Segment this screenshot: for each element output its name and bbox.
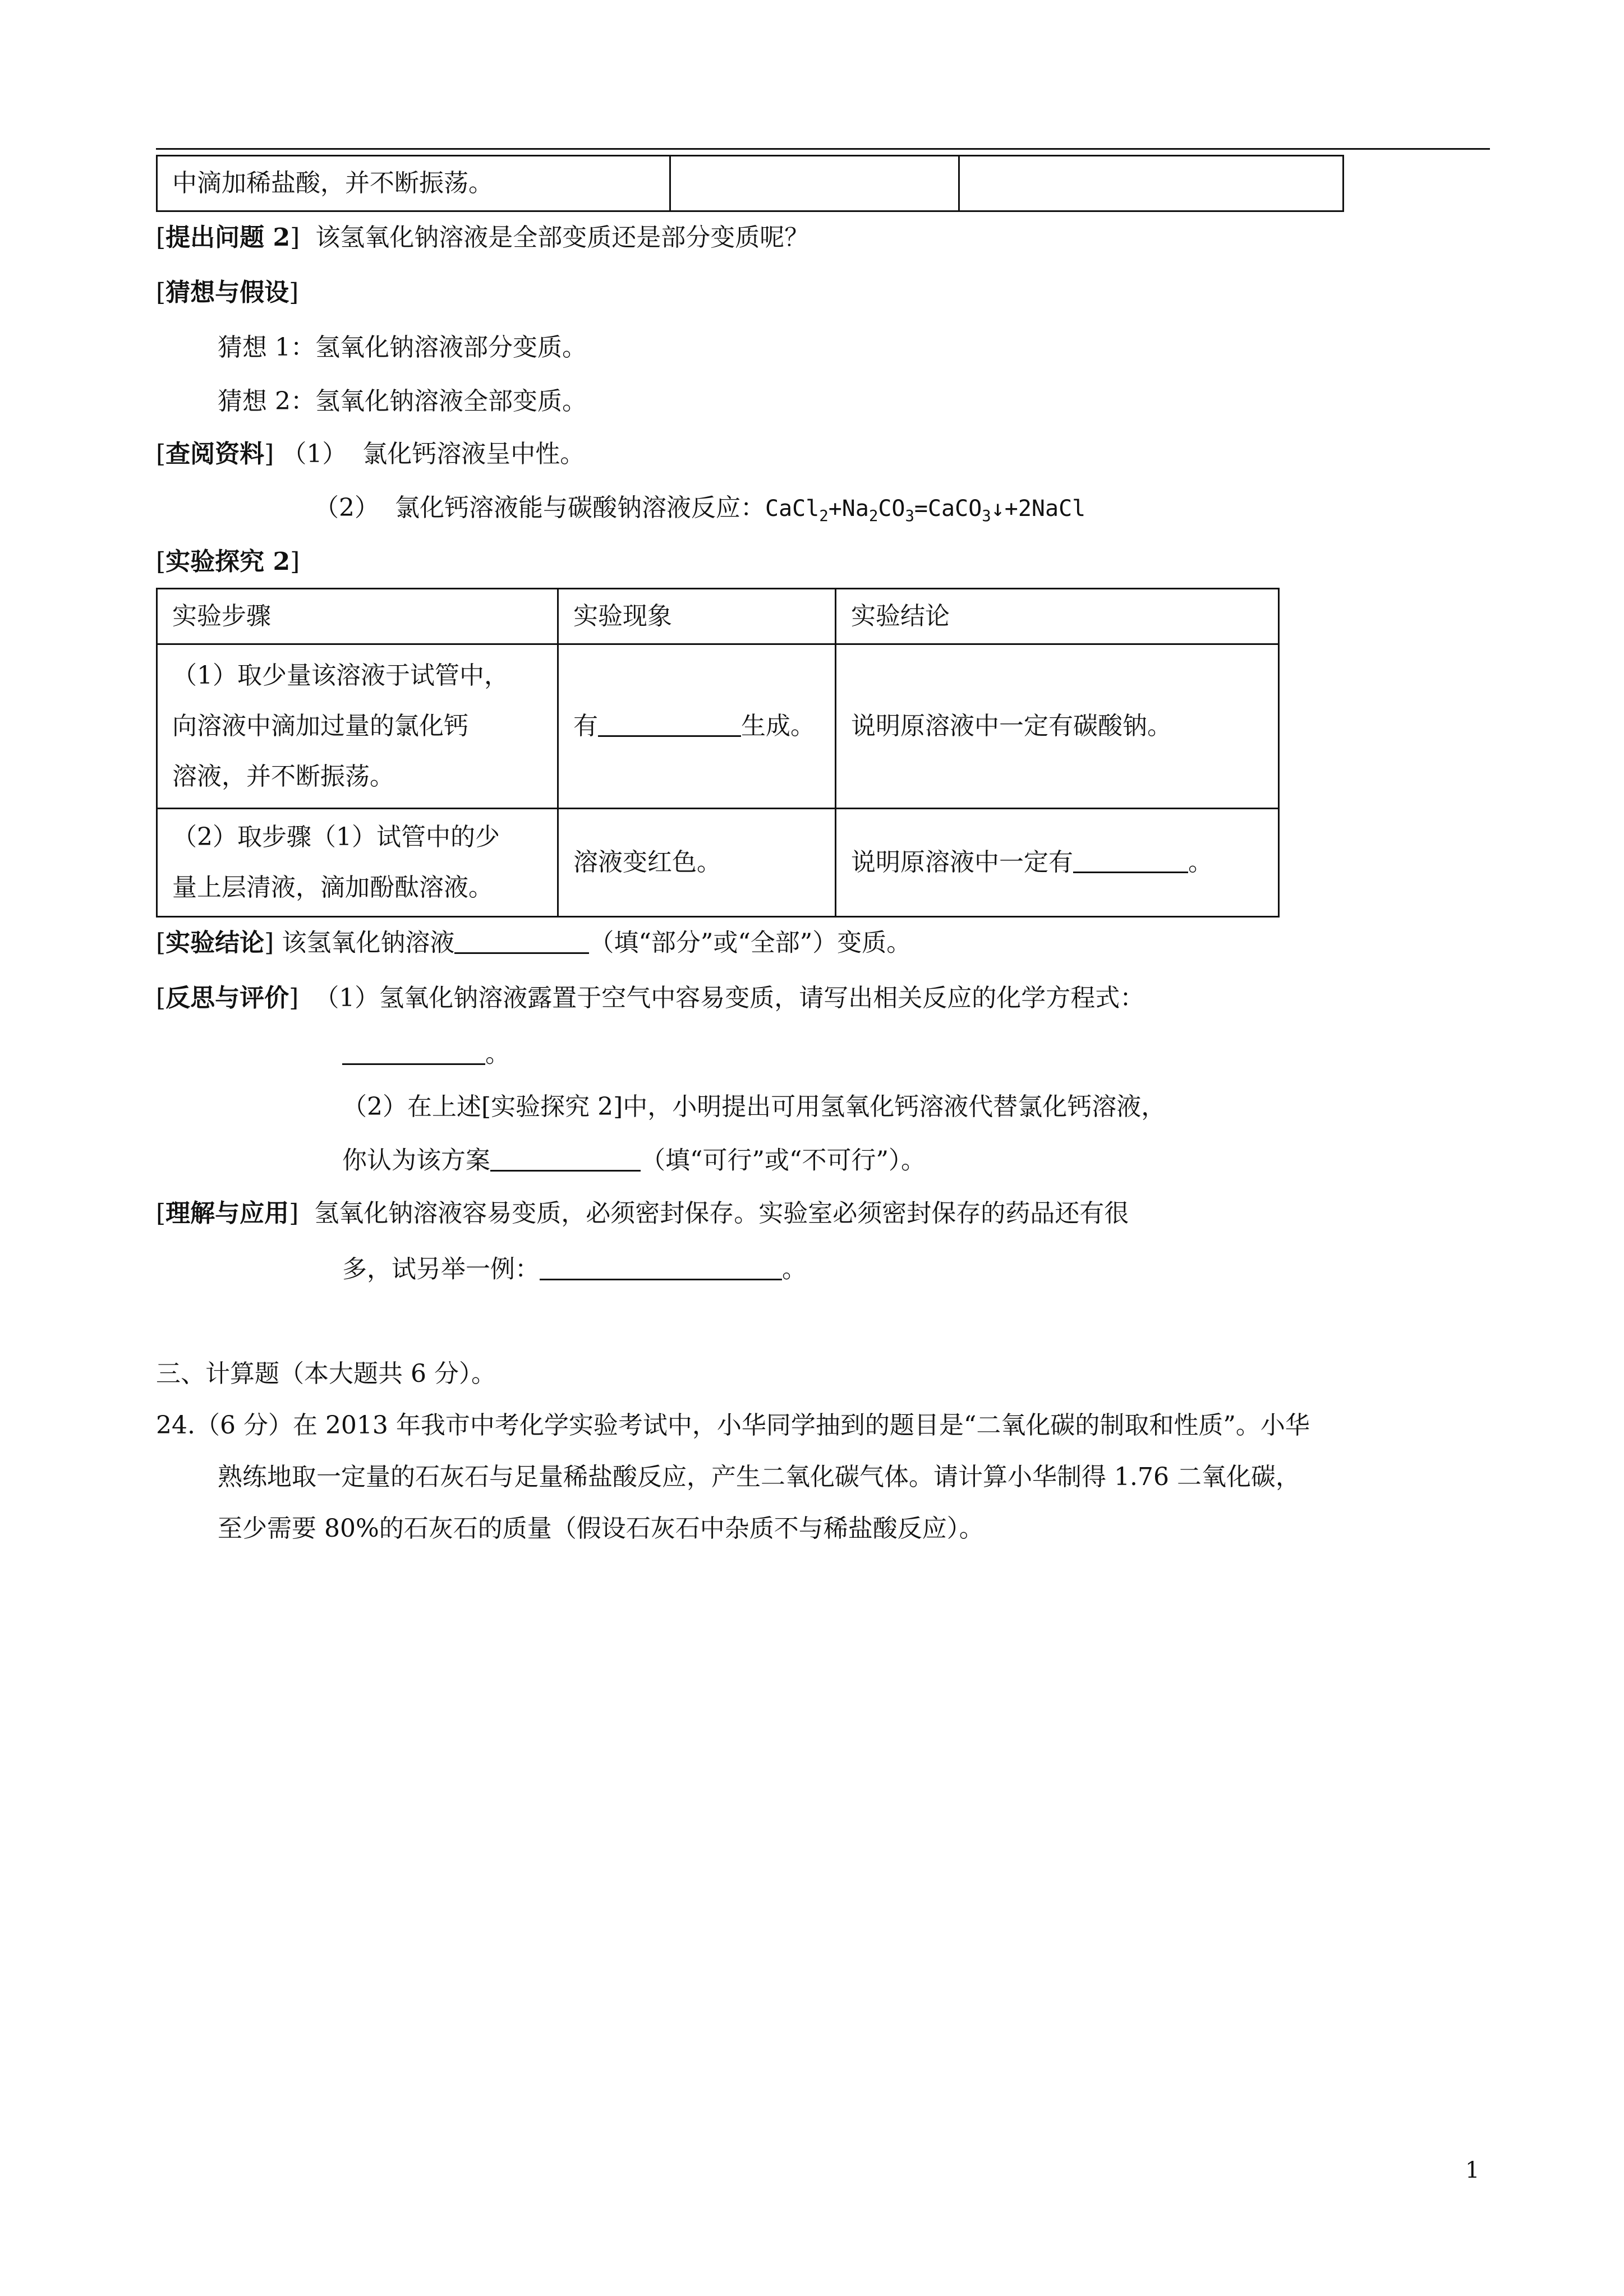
- table-row: [157, 644, 1279, 809]
- row1-step: [157, 644, 558, 809]
- reflection-q1-end: 。: [485, 1039, 510, 1068]
- application-label: 理解与应用: [165, 1199, 289, 1228]
- reflection-line-1: [反思与评价] （1）氢氧化钠溶液露置于空气中容易变质，请写出相关反应的化学方程式：: [156, 984, 1145, 1012]
- reflection-q2-blank[interactable]: [490, 1145, 641, 1172]
- equation-part-d: =CaCO: [914, 496, 982, 522]
- reference-item1-text: 氯化钙溶液呈中性。: [362, 440, 585, 468]
- row1-obs-blank[interactable]: [598, 711, 741, 737]
- row2-step: [157, 809, 558, 917]
- equation-part-c: CO: [878, 496, 905, 522]
- equation-sub-d: 3: [982, 508, 991, 525]
- question2-text: 该氢氧化钠溶液是全部变质还是部分变质呢？: [315, 223, 809, 252]
- equation-sub-a: 2: [819, 508, 829, 525]
- question2-line: [提出问题 2] 该氢氧化钠溶液是全部变质还是部分变质呢？: [156, 223, 809, 252]
- hypothesis-label: 猜想与假设: [165, 278, 289, 307]
- hypothesis-heading: [猜想与假设]: [156, 278, 299, 307]
- row2-observation: 溶液变红色。: [558, 809, 836, 917]
- row1-step-line-3: 溶液，并不断振荡。: [172, 762, 394, 791]
- row1-step-line-2: 向溶液中滴加过量的氯化钙: [172, 712, 468, 740]
- table-row: [157, 809, 1279, 917]
- equation-part-e: ↓+2NaCl: [991, 496, 1086, 522]
- header-step: 实验步骤: [157, 589, 558, 644]
- reflection-q2-prefix: 你认为该方案: [342, 1146, 490, 1175]
- section3-title: 三、计算题（本大题共 6 分）。: [156, 1359, 496, 1388]
- question2-label: 提出问题 2: [165, 223, 291, 252]
- reflection-q1: （1）氢氧化钠溶液露置于空气中容易变质，请写出相关反应的化学方程式：: [314, 984, 1145, 1012]
- conclusion-prefix: 该氢氧化钠溶液: [282, 928, 455, 957]
- application-line-1: [理解与应用] 氢氧化钠溶液容易变质，必须密封保存。实验室必须密封保存的药品还有很: [156, 1199, 1129, 1228]
- equation-part-b: +Na: [828, 496, 869, 522]
- reference-item2-text: 氯化钙溶液能与碳酸钠溶液反应：: [394, 494, 765, 522]
- q24-line-3: 至少需要 80%的石灰石的质量（假设石灰石中杂质不与稀盐酸反应）。: [218, 1514, 984, 1543]
- equation-sub-b: 2: [868, 508, 878, 525]
- reference-item1-num: （1）: [282, 440, 347, 468]
- q24-line-2: 熟练地取一定量的石灰石与足量稀盐酸反应，产生二氧化碳气体。请计算小华制得 1.76 二氧化碳，: [218, 1463, 1300, 1491]
- conclusion-label: 实验结论: [165, 928, 265, 957]
- conclusion-line: [实验结论] 该氢氧化钠溶液 （填“部分”或“全部”）变质。: [156, 928, 912, 957]
- top-table-cell-3: [959, 156, 1344, 211]
- reference-line-1: [查阅资料] （1） 氯化钙溶液呈中性。: [156, 440, 585, 468]
- q24-line-1: 24.（6 分）在 2013 年我市中考化学实验考试中，小华同学抽到的题目是“二氧化碳的制取和性质”。小华: [156, 1411, 1310, 1440]
- equation-sub-c: 3: [905, 508, 914, 525]
- row2-conclusion-suffix: 。: [1188, 848, 1213, 877]
- application-suffix: 。: [782, 1255, 807, 1284]
- row2-conclusion: [836, 809, 1279, 917]
- header-conclusion: 实验结论: [836, 589, 1279, 644]
- row2-conclusion-blank[interactable]: [1073, 847, 1188, 873]
- top-table-cell-2: [670, 156, 959, 211]
- row1-obs-suffix: 生成。: [741, 712, 815, 740]
- table-header-row: [157, 589, 1279, 644]
- conclusion-blank[interactable]: [454, 928, 589, 954]
- row1-conclusion: 说明原溶液中一定有碳酸钠。: [836, 644, 1279, 809]
- reference-item2-num: （2）: [314, 494, 379, 522]
- guess-2: 猜想 2：氢氧化钠溶液全部变质。: [218, 387, 587, 416]
- header-observation: 实验现象: [558, 589, 836, 644]
- application-prefix: 多，试另举一例：: [342, 1255, 540, 1284]
- row2-step-line-2: 量上层清液，滴加酚酞溶液。: [172, 873, 493, 902]
- row1-obs-prefix: 有: [573, 712, 598, 740]
- table-row: [157, 156, 1344, 211]
- explore2-label: 实验探究 2: [165, 547, 291, 576]
- row1-step-line-1: （1）取少量该溶液于试管中，: [172, 661, 509, 690]
- equation-part-a: CaCl: [765, 496, 820, 522]
- application-blank[interactable]: [540, 1254, 782, 1280]
- reference-label: 查阅资料: [165, 440, 265, 468]
- guess-1: 猜想 1：氢氧化钠溶液部分变质。: [218, 333, 587, 362]
- explore2-table: [156, 588, 1280, 918]
- reflection-q2-suffix: （填“可行”或“不可行”）。: [641, 1146, 926, 1175]
- conclusion-suffix: （填“部分”或“全部”）变质。: [589, 928, 912, 957]
- top-table: [156, 155, 1344, 212]
- reflection-q2-line1: （2）在上述[实验探究 2]中，小明提出可用氢氧化钙溶液代替氯化钙溶液，: [342, 1092, 1166, 1121]
- page-number: 1: [1465, 2157, 1480, 2183]
- application-line-2: [342, 1254, 807, 1285]
- reflection-q1-blank[interactable]: [342, 1039, 485, 1065]
- header-rule: [156, 148, 1490, 150]
- explore2-heading: [实验探究 2]: [156, 547, 300, 576]
- top-table-cell-1: 中滴加稀盐酸，并不断振荡。: [157, 156, 670, 211]
- row2-step-line-1: （2）取步骤（1）试管中的少: [172, 823, 500, 851]
- reference-equation: [765, 496, 1086, 525]
- reflection-line-2: [342, 1039, 510, 1069]
- application-text-1: 氢氧化钠溶液容易变质，必须密封保存。实验室必须密封保存的药品还有很: [314, 1199, 1129, 1228]
- reflection-line-4: [342, 1145, 926, 1176]
- reflection-label: 反思与评价: [165, 984, 289, 1012]
- reference-line-2: [314, 494, 1085, 523]
- row2-conclusion-prefix: 说明原溶液中一定有: [851, 848, 1073, 877]
- row1-observation: [558, 644, 836, 809]
